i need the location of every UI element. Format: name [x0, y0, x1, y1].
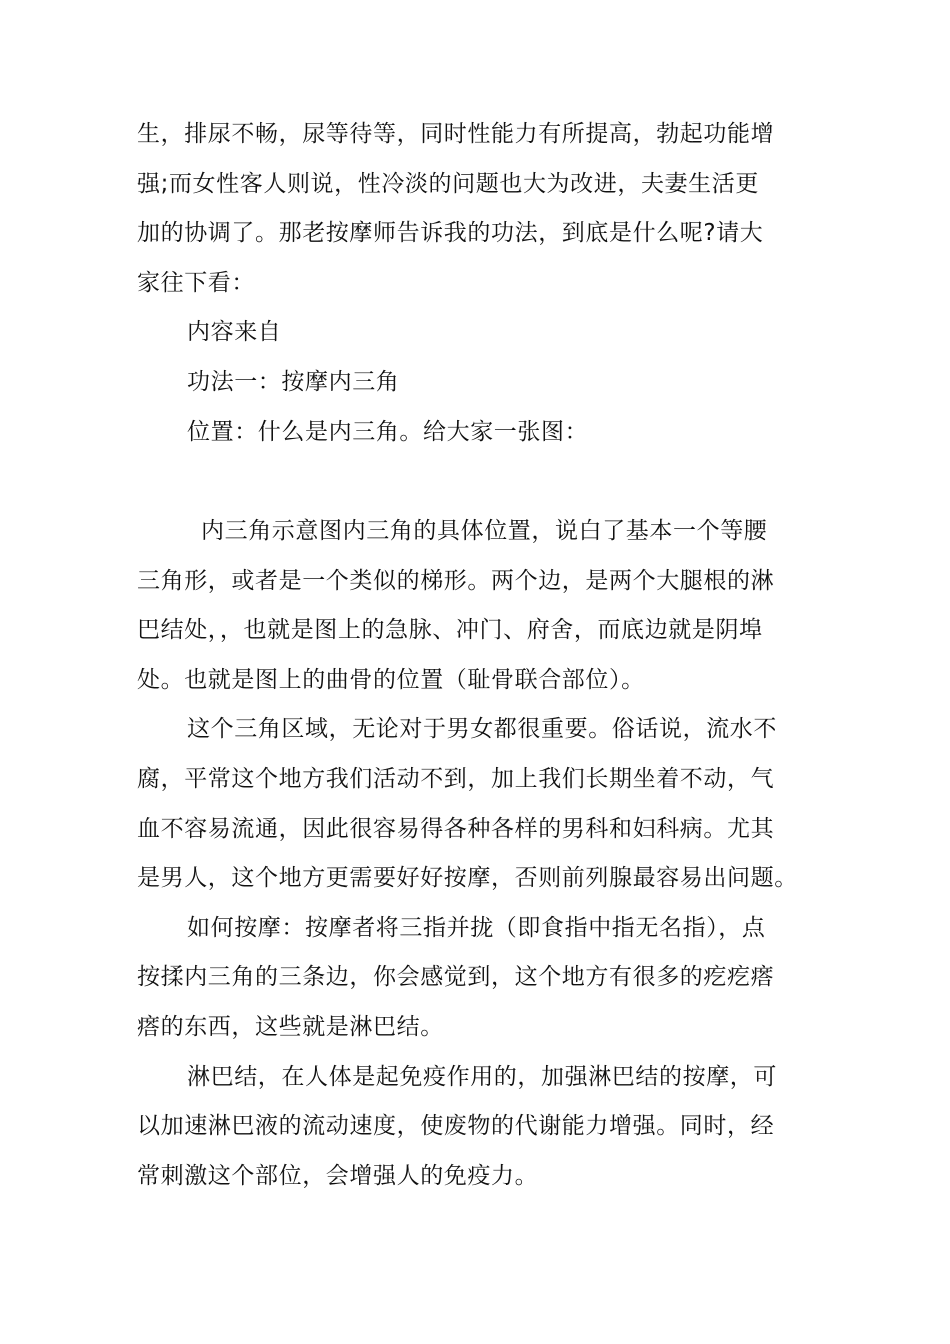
- paragraph-line: 常刺激这个部位，会增强人的免疫力。: [137, 1162, 539, 1189]
- main-section: [137, 507, 817, 1201]
- paragraph-line: 是男人，这个地方更需要好好按摩，否则前列腺最容易出问题。: [137, 865, 798, 892]
- paragraph-line: 以加速淋巴液的流动速度，使废物的代谢能力增强。同时，经: [137, 1113, 775, 1140]
- body-text-line: 生，排尿不畅，尿等待等，同时性能力有所提高，勃起功能增: [137, 121, 775, 147]
- paragraph-line: 巴结处，，也就是图上的急脉、冲门、府舍，而底边就是阴埠: [137, 617, 763, 644]
- paragraph-line: 按揉内三角的三条边，你会感觉到，这个地方有很多的疙疙瘩: [137, 964, 775, 991]
- paragraph-line: 处。也就是图上的曲骨的位置（耻骨联合部位）。: [137, 666, 645, 693]
- body-text-line: 家往下看：: [137, 269, 255, 296]
- paragraph-line: 血不容易流通，因此很容易得各种各样的男科和妇科病。尤其: [137, 815, 775, 842]
- position-line: 位置：什么是内三角。给大家一张图：: [187, 418, 589, 445]
- paragraph-line: 这个三角区域，无论对于男女都很重要。俗话说，流水不: [187, 716, 777, 743]
- source-line: 内容来自: [187, 319, 282, 346]
- body-text-line: 加的协调了。那老按摩师告诉我的功法，到底是什么呢?请大: [137, 220, 764, 247]
- intro-section: [137, 110, 817, 457]
- paragraph-line: 腐，平常这个地方我们活动不到，加上我们长期坐着不动，气: [137, 765, 775, 792]
- paragraph-line: 如何按摩：按摩者将三指并拢（即食指中指无名指），点: [187, 914, 766, 941]
- paragraph-line: 淋巴结，在人体是起免疫作用的，加强淋巴结的按摩，可: [187, 1063, 777, 1090]
- body-text-line: 强;而女性客人则说，性冷淡的问题也大为改进，夫妻生活更: [137, 170, 759, 197]
- paragraph-line: 三角形，或者是一个类似的梯形。两个边，是两个大腿根的淋: [137, 567, 775, 594]
- method-title: 功法一：按摩内三角: [187, 368, 400, 395]
- paragraph-line: 瘩的东西，这些就是淋巴结。: [137, 1013, 444, 1040]
- paragraph-line: 内三角示意图内三角的具体位置，说白了基本一个等腰: [201, 518, 768, 544]
